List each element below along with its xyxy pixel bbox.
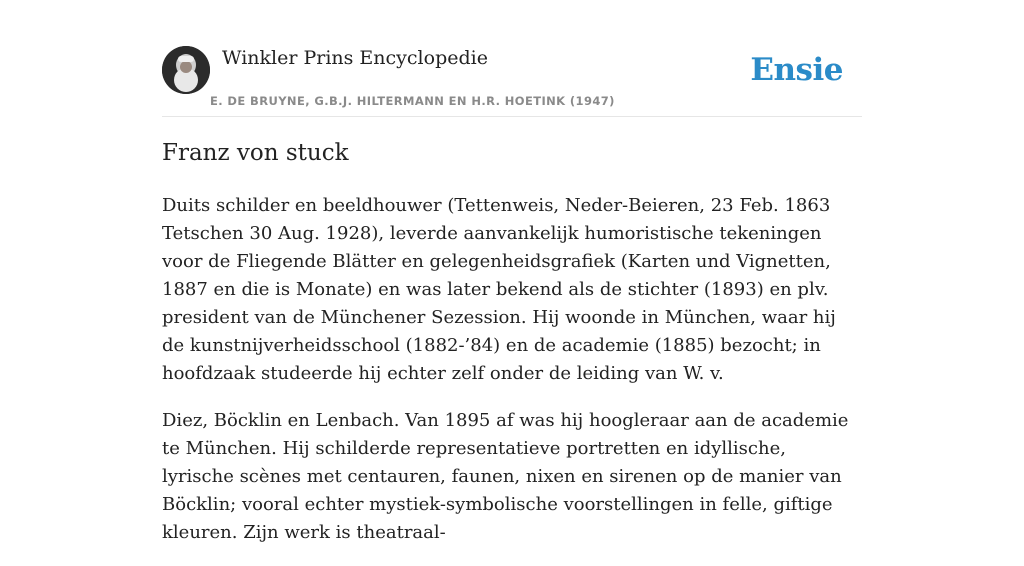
ensie-logo[interactable]: Ensie [750,52,843,88]
publication-header [162,46,862,117]
publication-title[interactable]: Winkler Prins Encyclopedie [222,47,488,69]
article-title: Franz von stuck [162,140,349,166]
article-paragraph: Duits schilder en beeldhouwer (Tettenweis, Neder-Beieren, 23 Feb. 1863 Tetschen 30 Aug. 1928), leverde aanvankelijk humoristische tekeningen voor de Fliegende Blätter en gelegenheidsgrafiek (Karten und Vignetten, 1887 en die is Monate) en was later bekend als de stichter (1893) en plv. president van de Münchener Sezession. Hij woonde in München, waar hij de kunstnijverheidsschool (1882-’84) en de academie (1885) bezocht; in hoofdzaak studeerde hij echter zelf onder de leiding van W. v. [162,195,836,384]
article-body [162,192,862,566]
article-paragraph: Diez, Böcklin en Lenbach. Van 1895 af was hij hoogleraar aan de academie te München. Hij schilderde representatieve portretten en idyllische, lyrische scènes met centauren, faunen, nixen en sirenen op de manier van Böcklin; vooral echter mystiek-symbolische voorstellingen in felle, giftige kleuren. Zijn werk is theatraal- [162,410,849,543]
publication-authors: E. DE BRUYNE, G.B.J. HILTERMANN EN H.R. HOETINK (1947) [210,94,615,108]
author-avatar-icon[interactable] [162,46,210,94]
